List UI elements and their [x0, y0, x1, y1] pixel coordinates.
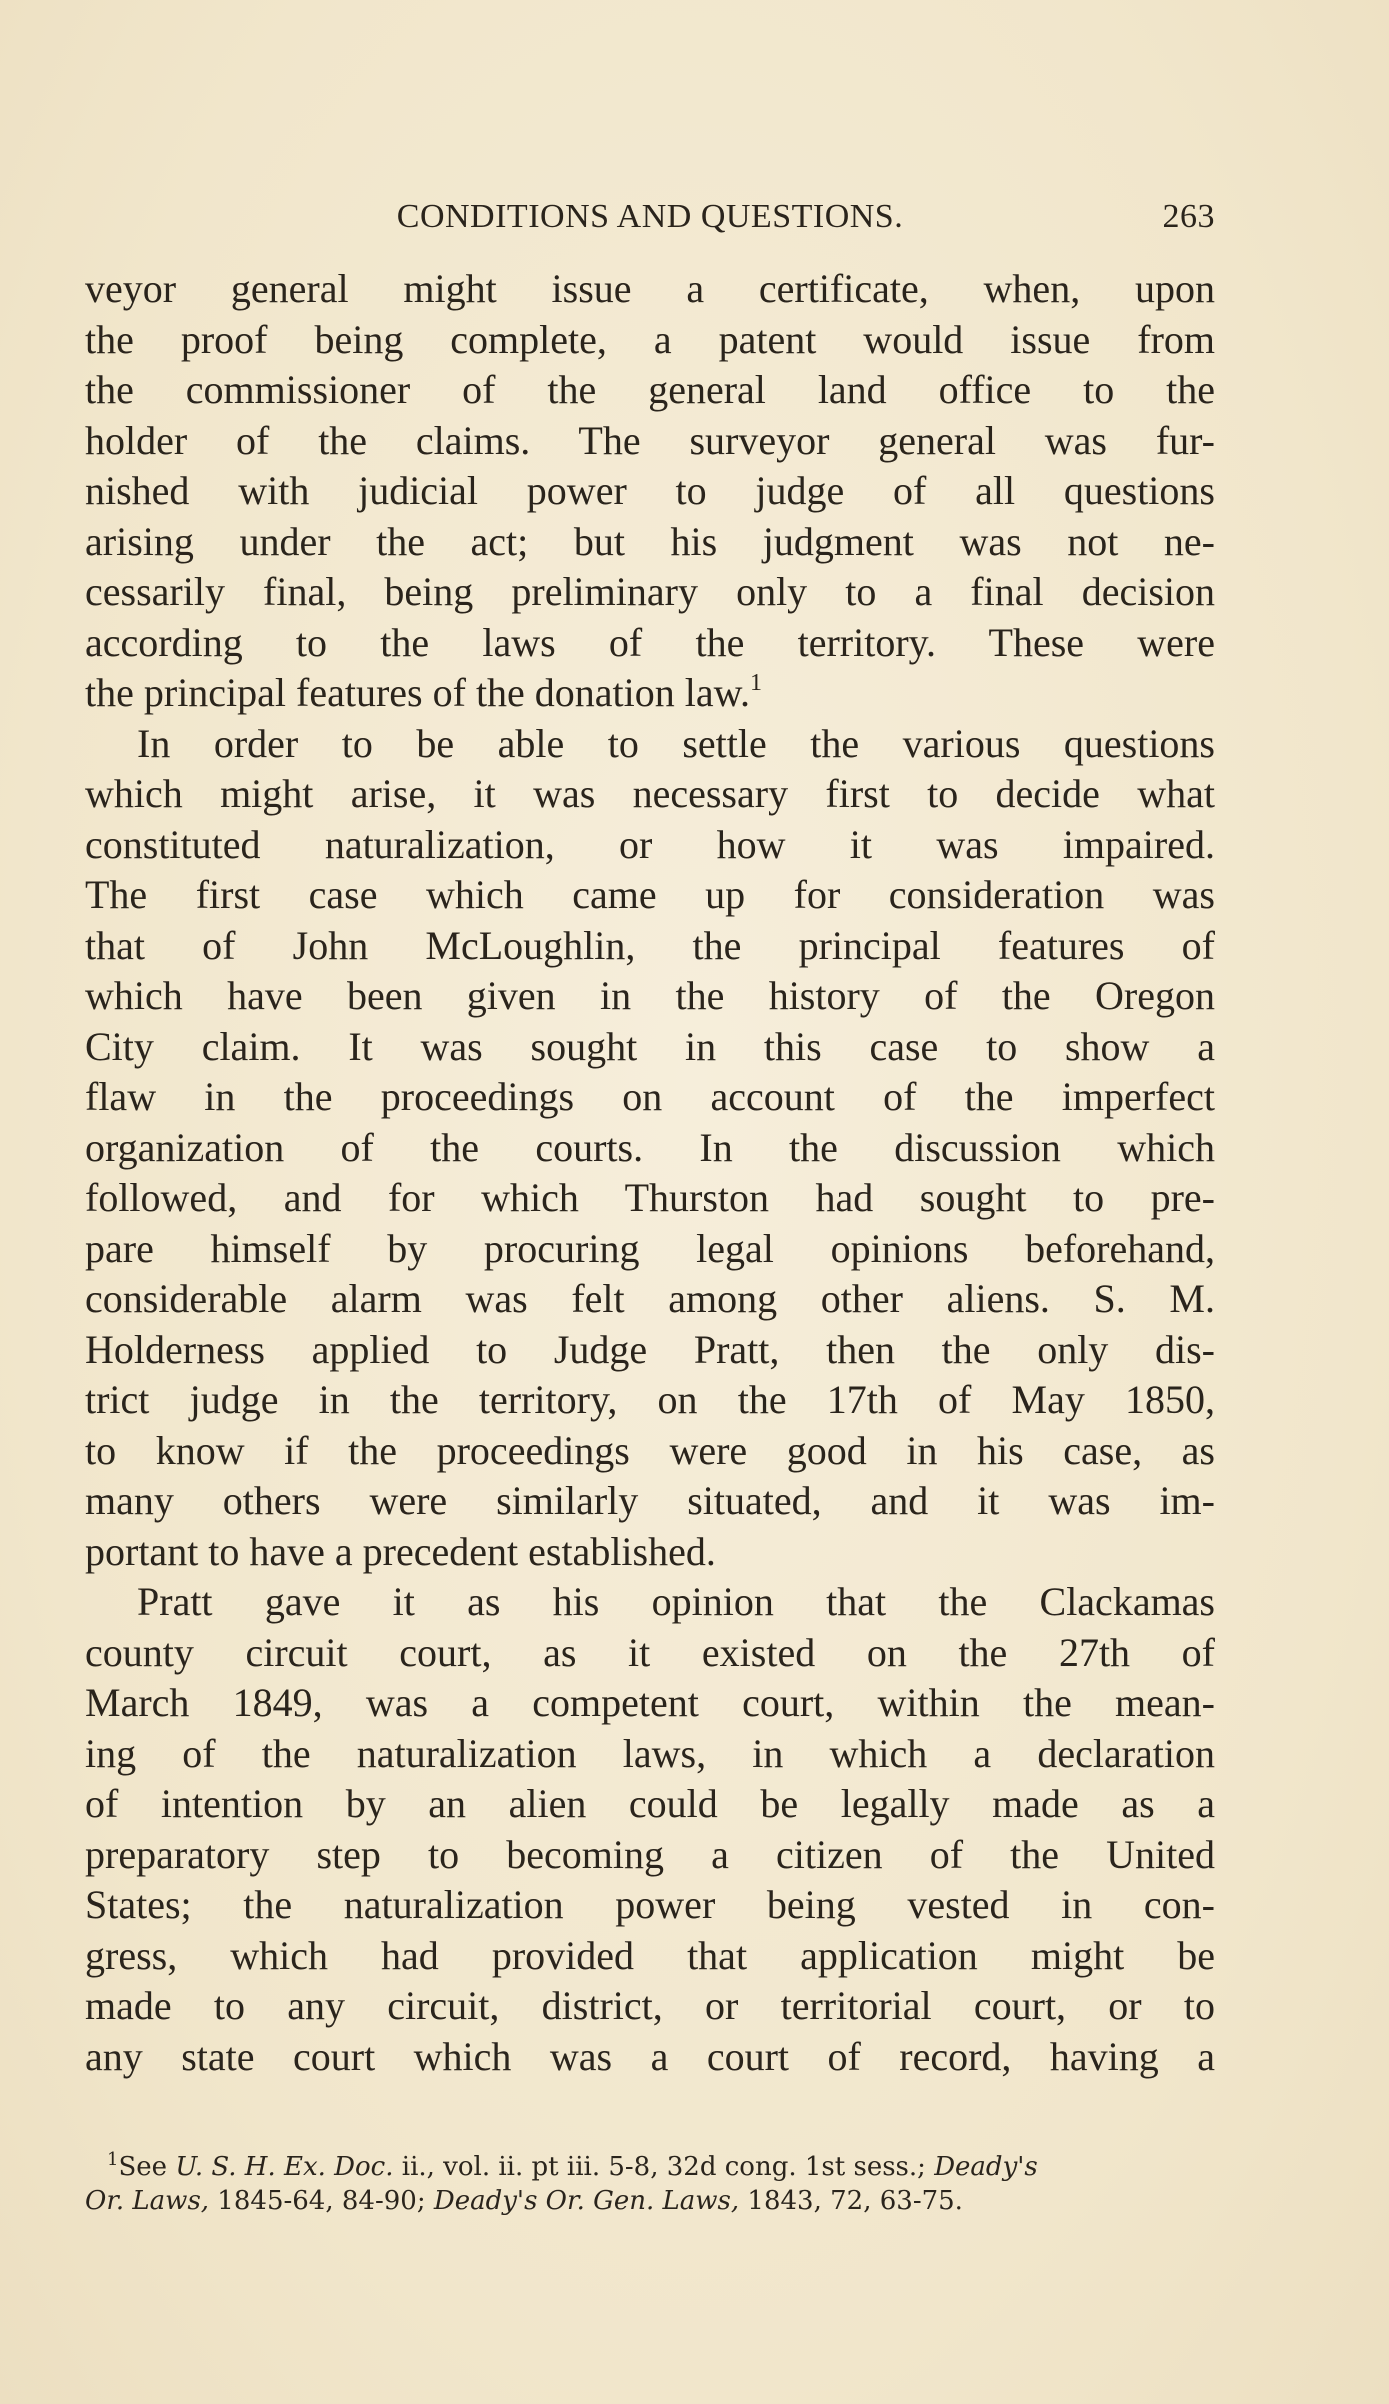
text-line: gress, which had provided that application might be	[85, 1932, 1215, 1978]
text-line: preparatory step to becoming a citizen of the United	[85, 1831, 1215, 1877]
text-line: organization of the courts. In the discussion which	[85, 1124, 1215, 1170]
chapter-title: CONDITIONS AND QUESTIONS.	[396, 198, 904, 235]
text-line: Holderness applied to Judge Pratt, then the only dis-	[85, 1326, 1215, 1372]
footnote-citation-or-laws: Or. Laws,	[85, 2186, 210, 2216]
text-line: ing of the naturalization laws, in which a declaration	[85, 1730, 1215, 1776]
text-line: The first case which came up for consideration was	[85, 872, 1215, 917]
text-line: States; the naturalization power being vested in con-	[85, 1882, 1215, 1927]
text-line-with-footnote	[85, 668, 1215, 719]
text-line: according to the laws of the territory. These were	[85, 619, 1215, 665]
footnote-line	[85, 2184, 1215, 2218]
text-line: cessarily final, being preliminary only to a final decision	[85, 569, 1215, 614]
text-line: considerable alarm was felt among other aliens. S. M.	[85, 1276, 1215, 1321]
footnote	[85, 2150, 1215, 2218]
text-line: flaw in the proceedings on account of the imperfect	[85, 1074, 1215, 1119]
footnote-citation-deady: Deady's	[934, 2152, 1038, 2182]
text-line: any state court which was a court of record, having a	[85, 2033, 1215, 2079]
text-line: the commissioner of the general land office to the	[85, 367, 1215, 412]
text-line: which have been given in the history of the Oregon	[85, 973, 1215, 1018]
text-line: county circuit court, as it existed on the 27th of	[85, 1629, 1215, 1675]
text-line: holder of the claims. The surveyor general was fur-	[85, 417, 1215, 463]
text-line: the proof being complete, a patent would issue from	[85, 316, 1215, 362]
text-line: of intention by an alien could be legally made as a	[85, 1781, 1215, 1826]
text-line: trict judge in the territory, on the 17th of May 1850,	[85, 1377, 1215, 1422]
text-line: pare himself by procuring legal opinions beforehand,	[85, 1225, 1215, 1271]
text-line: followed, and for which Thurston had sought to pre-	[85, 1175, 1215, 1220]
footnote-line	[85, 2150, 1215, 2184]
text-line: which might arise, it was necessary first to decide what	[85, 771, 1215, 816]
running-head	[85, 198, 1215, 242]
footnote-see: See	[118, 2152, 176, 2182]
footnote-citation-gen-laws: Deady's Or. Gen. Laws,	[433, 2186, 740, 2216]
footnote-text: 1843, 72, 63-75.	[739, 2186, 963, 2216]
text-line: nished with judicial power to judge of all questions	[85, 468, 1215, 513]
footnote-reference: 1	[749, 670, 762, 696]
text-line: many others were similarly situated, and it was im-	[85, 1478, 1215, 1523]
text-line: portant to have a precedent established.	[85, 1528, 716, 1574]
footnote-text: ii., vol. ii. pt iii. 5-8, 32d cong. 1st sess.;	[393, 2152, 935, 2182]
text-line: to know if the proceedings were good in his case, as	[85, 1427, 1215, 1473]
text-line: Pratt gave it as his opinion that the Clackamas	[137, 1579, 1215, 1624]
footnote-citation-doc: U. S. H. Ex. Doc.	[175, 2152, 394, 2182]
body-text	[85, 264, 1215, 2082]
text-line: City claim. It was sought in this case to show a	[85, 1023, 1215, 1069]
text-line: that of John McLoughlin, the principal features of	[85, 922, 1215, 968]
text-line: arising under the act; but his judgment was not ne-	[85, 518, 1215, 564]
text-line: March 1849, was a competent court, within the mean-	[85, 1680, 1215, 1725]
page-number: 263	[1162, 198, 1215, 235]
text-line: veyor general might issue a certificate, when, upon	[85, 266, 1215, 311]
footnote-text: 1845-64, 84-90;	[209, 2186, 434, 2216]
text-line: In order to be able to settle the various questions	[137, 720, 1215, 766]
text-line: constituted naturalization, or how it was impaired.	[85, 821, 1215, 867]
text-line: made to any circuit, district, or territorial court, or to	[85, 1983, 1215, 2028]
text-line-content: the principal features of the donation law.	[85, 670, 750, 715]
footnote-marker: 1	[107, 2150, 119, 2170]
